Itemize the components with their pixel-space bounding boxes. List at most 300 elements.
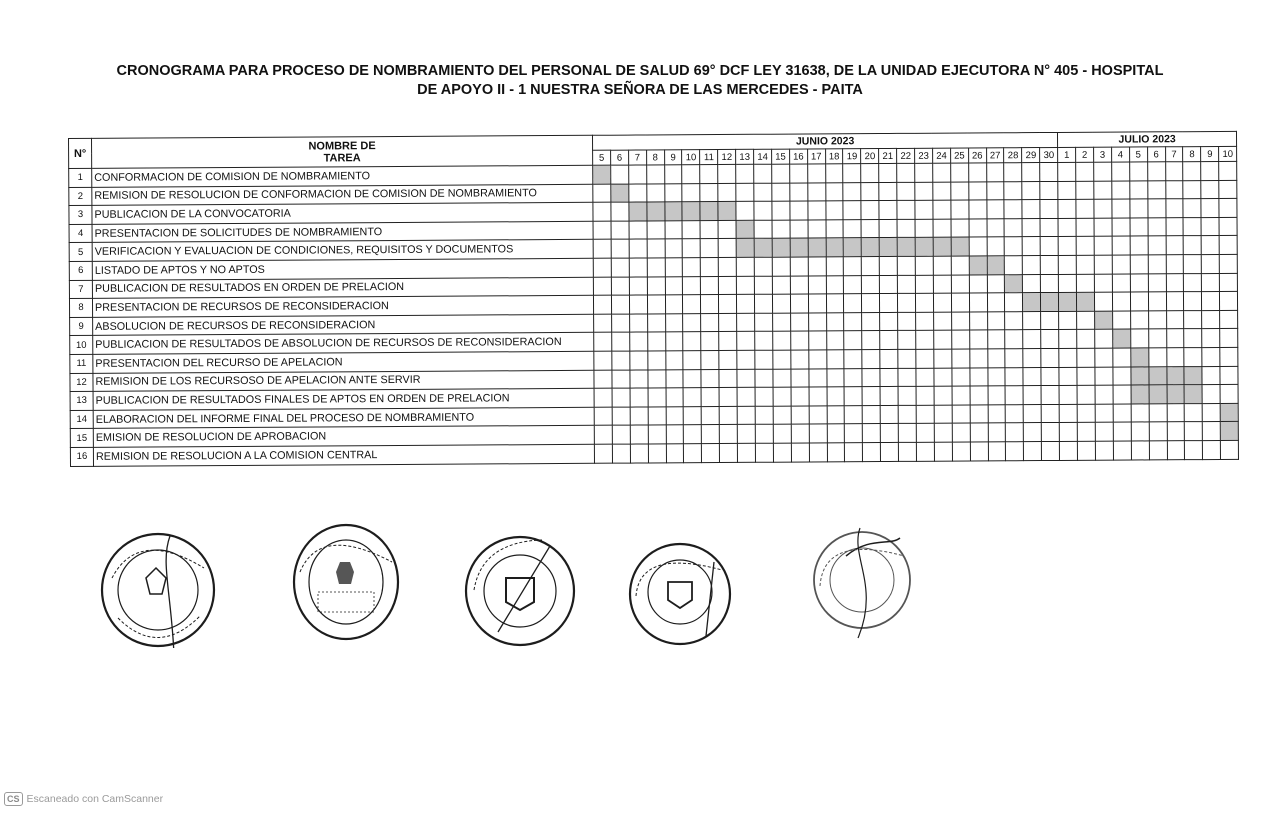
- schedule-cell: [1166, 310, 1184, 329]
- schedule-cell: [986, 163, 1004, 182]
- schedule-cell: [807, 164, 825, 183]
- day-header: 6: [610, 150, 628, 165]
- schedule-cell: [952, 368, 970, 387]
- schedule-cell: [898, 331, 916, 350]
- schedule-cell: [737, 294, 755, 313]
- schedule-cell: [593, 258, 611, 277]
- schedule-cell: [988, 367, 1006, 386]
- schedule-cell: [683, 388, 701, 407]
- schedule-cell: [897, 201, 915, 220]
- schedule-cell: [1202, 310, 1220, 329]
- schedule-cell: [594, 425, 612, 444]
- schedule-cell: [1076, 218, 1094, 237]
- schedule-cell: [915, 256, 933, 275]
- schedule-cell: [1005, 349, 1023, 368]
- schedule-cell: [933, 293, 951, 312]
- schedule-cell: [897, 275, 915, 294]
- schedule-cell: [808, 275, 826, 294]
- schedule-cell: [845, 387, 863, 406]
- schedule-cell: [754, 276, 772, 295]
- schedule-cell-active: [611, 184, 629, 203]
- schedule-cell: [611, 295, 629, 314]
- schedule-cell: [701, 350, 719, 369]
- schedule-cell: [880, 275, 898, 294]
- schedule-cell: [1023, 274, 1041, 293]
- schedule-cell: [1130, 329, 1148, 348]
- schedule-cell: [683, 295, 701, 314]
- schedule-cell: [1183, 217, 1201, 236]
- schedule-cell: [969, 274, 987, 293]
- schedule-cell: [898, 424, 916, 443]
- schedule-cell: [1077, 348, 1095, 367]
- schedule-cell: [755, 369, 773, 388]
- schedule-cell: [719, 350, 737, 369]
- schedule-cell: [807, 182, 825, 201]
- schedule-cell: [701, 295, 719, 314]
- schedule-cell: [773, 369, 791, 388]
- schedule-cell: [755, 387, 773, 406]
- schedule-cell: [808, 201, 826, 220]
- schedule-cell: [880, 331, 898, 350]
- schedule-cell: [593, 240, 611, 259]
- schedule-cell-active: [629, 202, 647, 221]
- task-number: 5: [69, 243, 92, 262]
- schedule-cell: [1219, 254, 1237, 273]
- schedule-cell: [970, 423, 988, 442]
- schedule-cell: [737, 406, 755, 425]
- schedule-cell: [646, 183, 664, 202]
- day-header: 8: [646, 150, 664, 165]
- schedule-cell: [1202, 347, 1220, 366]
- schedule-cell: [933, 200, 951, 219]
- schedule-cell: [861, 164, 879, 183]
- schedule-cell: [1005, 256, 1023, 275]
- schedule-cell: [1129, 162, 1147, 181]
- schedule-cell: [1113, 441, 1131, 460]
- schedule-cell: [1149, 404, 1167, 423]
- schedule-cell: [791, 406, 809, 425]
- schedule-cell: [1130, 199, 1148, 218]
- schedule-cell: [700, 165, 718, 184]
- task-number: 7: [69, 280, 92, 299]
- schedule-cell: [719, 406, 737, 425]
- schedule-cell: [843, 219, 861, 238]
- task-number: 3: [69, 206, 92, 225]
- schedule-cell: [934, 423, 952, 442]
- schedule-cell: [755, 443, 773, 462]
- schedule-cell-active: [1149, 385, 1167, 404]
- schedule-cell: [772, 183, 790, 202]
- day-header: 22: [897, 148, 915, 163]
- schedule-cell: [737, 425, 755, 444]
- day-header: 13: [736, 149, 754, 164]
- schedule-cell: [1023, 311, 1041, 330]
- schedule-cell: [791, 424, 809, 443]
- schedule-cell: [755, 332, 773, 351]
- schedule-cell: [880, 368, 898, 387]
- schedule-cell: [1040, 181, 1058, 200]
- schedule-cell: [737, 313, 755, 332]
- schedule-cell: [1006, 423, 1024, 442]
- day-header: 25: [950, 148, 968, 163]
- schedule-cell: [1167, 441, 1185, 460]
- schedule-cell: [1148, 273, 1166, 292]
- schedule-cell: [666, 444, 684, 463]
- schedule-cell: [666, 388, 684, 407]
- schedule-cell: [863, 424, 881, 443]
- schedule-cell: [862, 257, 880, 276]
- schedule-cell: [1095, 348, 1113, 367]
- schedule-cell: [1147, 180, 1165, 199]
- schedule-cell-active: [1220, 422, 1238, 441]
- schedule-cell-active: [1095, 311, 1113, 330]
- schedule-cell: [1113, 404, 1131, 423]
- day-header: 20: [861, 149, 879, 164]
- schedule-cell: [1202, 254, 1220, 273]
- schedule-cell: [648, 369, 666, 388]
- schedule-cell: [898, 368, 916, 387]
- schedule-cell: [647, 295, 665, 314]
- schedule-cell: [683, 369, 701, 388]
- schedule-cell-active: [647, 202, 665, 221]
- schedule-cell: [933, 182, 951, 201]
- schedule-cell: [1077, 441, 1095, 460]
- schedule-cell: [1183, 199, 1201, 218]
- schedule-cell: [1024, 404, 1042, 423]
- schedule-cell: [1058, 200, 1076, 219]
- schedule-cell: [630, 444, 648, 463]
- schedule-cell: [827, 424, 845, 443]
- schedule-cell: [648, 444, 666, 463]
- schedule-cell: [1058, 237, 1076, 256]
- schedule-cell: [1077, 311, 1095, 330]
- schedule-cell: [754, 220, 772, 239]
- schedule-cell: [1203, 440, 1221, 459]
- schedule-cell-active: [897, 238, 915, 257]
- schedule-cell: [898, 293, 916, 312]
- schedule-cell: [684, 406, 702, 425]
- schedule-cell: [1076, 162, 1094, 181]
- schedule-cell: [772, 294, 790, 313]
- schedule-cell-active: [700, 202, 718, 221]
- schedule-cell: [664, 183, 682, 202]
- schedule-cell: [827, 405, 845, 424]
- day-header: 10: [682, 150, 700, 165]
- schedule-cell: [1147, 162, 1165, 181]
- schedule-cell: [1059, 423, 1077, 442]
- schedule-cell: [1023, 256, 1041, 275]
- schedule-cell: [1095, 329, 1113, 348]
- schedule-cell: [664, 165, 682, 184]
- schedule-cell: [772, 220, 790, 239]
- schedule-cell-active: [736, 239, 754, 258]
- schedule-cell: [1023, 367, 1041, 386]
- schedule-cell: [1077, 404, 1095, 423]
- schedule-cell: [826, 294, 844, 313]
- schedule-cell: [951, 293, 969, 312]
- schedule-cell: [934, 312, 952, 331]
- schedule-cell: [862, 349, 880, 368]
- schedule-cell: [736, 164, 754, 183]
- schedule-cell: [665, 295, 683, 314]
- schedule-cell: [611, 202, 629, 221]
- schedule-cell: [1076, 274, 1094, 293]
- schedule-cell: [718, 239, 736, 258]
- schedule-cell: [1094, 218, 1112, 237]
- schedule-cell: [682, 165, 700, 184]
- schedule-cell: [969, 200, 987, 219]
- schedule-cell: [1201, 199, 1219, 218]
- schedule-cell: [1040, 237, 1058, 256]
- schedule-cell: [1219, 180, 1237, 199]
- day-header: 26: [968, 148, 986, 163]
- schedule-cell: [754, 257, 772, 276]
- schedule-cell: [1130, 255, 1148, 274]
- schedule-cell: [701, 257, 719, 276]
- schedule-cell: [1041, 404, 1059, 423]
- day-header: 5: [1129, 147, 1147, 162]
- schedule-cell: [629, 184, 647, 203]
- schedule-cell: [1059, 367, 1077, 386]
- task-number: 16: [70, 447, 93, 466]
- schedule-cell: [647, 314, 665, 333]
- schedule-cell-active: [772, 238, 790, 257]
- schedule-cell: [1077, 385, 1095, 404]
- schedule-cell: [1059, 404, 1077, 423]
- schedule-cell: [1184, 348, 1202, 367]
- schedule-cell: [594, 370, 612, 389]
- schedule-cell: [1220, 310, 1238, 329]
- schedule-cell: [988, 423, 1006, 442]
- schedule-cell-active: [969, 256, 987, 275]
- schedule-cell: [1059, 274, 1077, 293]
- schedule-cell: [969, 312, 987, 331]
- schedule-cell: [755, 350, 773, 369]
- schedule-cell: [1202, 385, 1220, 404]
- day-header: 3: [1094, 147, 1112, 162]
- schedule-cell: [987, 237, 1005, 256]
- schedule-cell: [863, 442, 881, 461]
- schedule-cell: [934, 405, 952, 424]
- schedule-cell: [915, 200, 933, 219]
- schedule-cell-active: [1220, 403, 1238, 422]
- schedule-cell: [879, 163, 897, 182]
- schedule-cell: [1022, 200, 1040, 219]
- schedule-cell: [665, 351, 683, 370]
- schedule-cell: [594, 333, 612, 352]
- schedule-cell: [1095, 385, 1113, 404]
- schedule-cell: [1202, 366, 1220, 385]
- schedule-cell: [1131, 404, 1149, 423]
- schedule-cell: [845, 443, 863, 462]
- schedule-cell: [647, 239, 665, 258]
- schedule-cell: [1005, 311, 1023, 330]
- day-header: 28: [1004, 148, 1022, 163]
- schedule-cell: [825, 201, 843, 220]
- schedule-cell: [790, 183, 808, 202]
- schedule-cell: [790, 201, 808, 220]
- schedule-cell: [968, 181, 986, 200]
- schedule-cell: [844, 294, 862, 313]
- schedule-cell: [1166, 273, 1184, 292]
- schedule-cell: [737, 350, 755, 369]
- schedule-cell: [630, 369, 648, 388]
- schedule-cell: [773, 350, 791, 369]
- schedule-cell: [665, 332, 683, 351]
- schedule-cell: [826, 350, 844, 369]
- schedule-cell: [718, 183, 736, 202]
- schedule-cell: [898, 405, 916, 424]
- schedule-cell: [789, 164, 807, 183]
- task-name: PUBLICACION DE RESULTADOS EN ORDEN DE PRELACION: [92, 277, 593, 299]
- schedule-cell: [1202, 329, 1220, 348]
- schedule-cell: [1113, 422, 1131, 441]
- schedule-cell: [1130, 311, 1148, 330]
- schedule-cell: [719, 313, 737, 332]
- schedule-cell: [826, 331, 844, 350]
- schedule-cell: [862, 275, 880, 294]
- schedule-cell: [773, 443, 791, 462]
- schedule-cell: [1059, 311, 1077, 330]
- schedule-cell-active: [1184, 366, 1202, 385]
- schedule-cell: [665, 313, 683, 332]
- task-name: EMISION DE RESOLUCION DE APROBACION: [93, 426, 594, 448]
- schedule-cell: [1148, 311, 1166, 330]
- schedule-cell: [629, 258, 647, 277]
- task-number: 4: [69, 224, 92, 243]
- schedule-cell: [1004, 163, 1022, 182]
- schedule-cell: [1148, 348, 1166, 367]
- document-title: [60, 62, 1220, 100]
- schedule-cell: [826, 220, 844, 239]
- schedule-cell-active: [1167, 385, 1185, 404]
- schedule-cell-active: [1184, 385, 1202, 404]
- schedule-cell: [701, 369, 719, 388]
- schedule-cell: [1184, 329, 1202, 348]
- schedule-cell: [1094, 199, 1112, 218]
- schedule-cell: [611, 277, 629, 296]
- schedule-cell: [700, 239, 718, 258]
- schedule-cell: [861, 219, 879, 238]
- schedule-cell: [684, 425, 702, 444]
- task-name: PRESENTACION DE SOLICITUDES DE NOMBRAMIENTO: [92, 221, 593, 243]
- schedule-cell: [1131, 441, 1149, 460]
- schedule-cell: [843, 182, 861, 201]
- day-header: 15: [771, 149, 789, 164]
- schedule-cell-active: [1059, 292, 1077, 311]
- schedule-cell: [754, 164, 772, 183]
- schedule-cell: [701, 406, 719, 425]
- schedule-cell: [737, 332, 755, 351]
- schedule-cell: [809, 368, 827, 387]
- schedule-cell: [665, 239, 683, 258]
- schedule-cell: [899, 442, 917, 461]
- schedule-cell: [827, 443, 845, 462]
- schedule-cell: [1076, 255, 1094, 274]
- schedule-cell: [612, 351, 630, 370]
- schedule-cell: [826, 275, 844, 294]
- schedule-cell: [1148, 236, 1166, 255]
- schedule-cell: [736, 257, 754, 276]
- schedule-cell: [1201, 236, 1219, 255]
- schedule-cell: [790, 220, 808, 239]
- schedule-cell: [1006, 386, 1024, 405]
- schedule-cell: [916, 405, 934, 424]
- schedule-cell: [1040, 200, 1058, 219]
- schedule-cell: [1166, 348, 1184, 367]
- schedule-cell-active: [844, 238, 862, 257]
- schedule-cell: [1022, 218, 1040, 237]
- day-header: 8: [1183, 147, 1201, 162]
- task-number: 12: [70, 373, 93, 392]
- day-header: 7: [628, 150, 646, 165]
- schedule-cell: [1022, 181, 1040, 200]
- schedule-cell: [790, 313, 808, 332]
- schedule-cell: [700, 220, 718, 239]
- schedule-cell: [1220, 384, 1238, 403]
- schedule-cell: [647, 332, 665, 351]
- schedule-cell: [612, 388, 630, 407]
- schedule-cell: [898, 349, 916, 368]
- schedule-cell: [701, 388, 719, 407]
- schedule-cell: [845, 424, 863, 443]
- schedule-cell: [916, 349, 934, 368]
- schedule-cell: [646, 165, 664, 184]
- schedule-cell: [968, 163, 986, 182]
- schedule-cell: [1042, 423, 1060, 442]
- schedule-cell: [755, 313, 773, 332]
- schedule-cell: [1094, 181, 1112, 200]
- schedule-cell: [1219, 161, 1237, 180]
- schedule-cell: [951, 219, 969, 238]
- schedule-cell: [682, 183, 700, 202]
- task-name: REMISION DE RESOLUCION DE CONFORMACION DE COMISION DE NOMBRAMIENTO: [92, 184, 593, 206]
- schedule-cell: [1131, 422, 1149, 441]
- schedule-cell: [1130, 292, 1148, 311]
- schedule-cell: [1185, 422, 1203, 441]
- schedule-cell: [1130, 236, 1148, 255]
- schedule-cell: [969, 237, 987, 256]
- day-header: 21: [879, 148, 897, 163]
- schedule-cell: [612, 370, 630, 389]
- schedule-cell: [1184, 292, 1202, 311]
- schedule-cell: [1166, 329, 1184, 348]
- schedule-cell: [1201, 217, 1219, 236]
- schedule-cell-active: [1131, 348, 1149, 367]
- schedule-cell: [612, 407, 630, 426]
- task-name: PRESENTACION DE RECURSOS DE RECONSIDERACION: [92, 295, 593, 317]
- schedule-cell: [1112, 274, 1130, 293]
- schedule-cell: [897, 182, 915, 201]
- schedule-cell: [880, 294, 898, 313]
- schedule-cell: [1219, 236, 1237, 255]
- schedule-cell: [844, 275, 862, 294]
- schedule-cell: [1004, 218, 1022, 237]
- schedule-cell: [1095, 404, 1113, 423]
- schedule-cell: [862, 331, 880, 350]
- schedule-cell: [647, 351, 665, 370]
- schedule-cell: [718, 220, 736, 239]
- schedule-cell: [1041, 311, 1059, 330]
- column-header-task-line2: TAREA: [323, 151, 361, 164]
- schedule-cell: [593, 184, 611, 203]
- schedule-cell: [1166, 236, 1184, 255]
- schedule-cell: [861, 201, 879, 220]
- schedule-cell: [736, 201, 754, 220]
- day-header: 2: [1076, 147, 1094, 162]
- schedule-cell: [1184, 310, 1202, 329]
- schedule-cell: [1113, 367, 1131, 386]
